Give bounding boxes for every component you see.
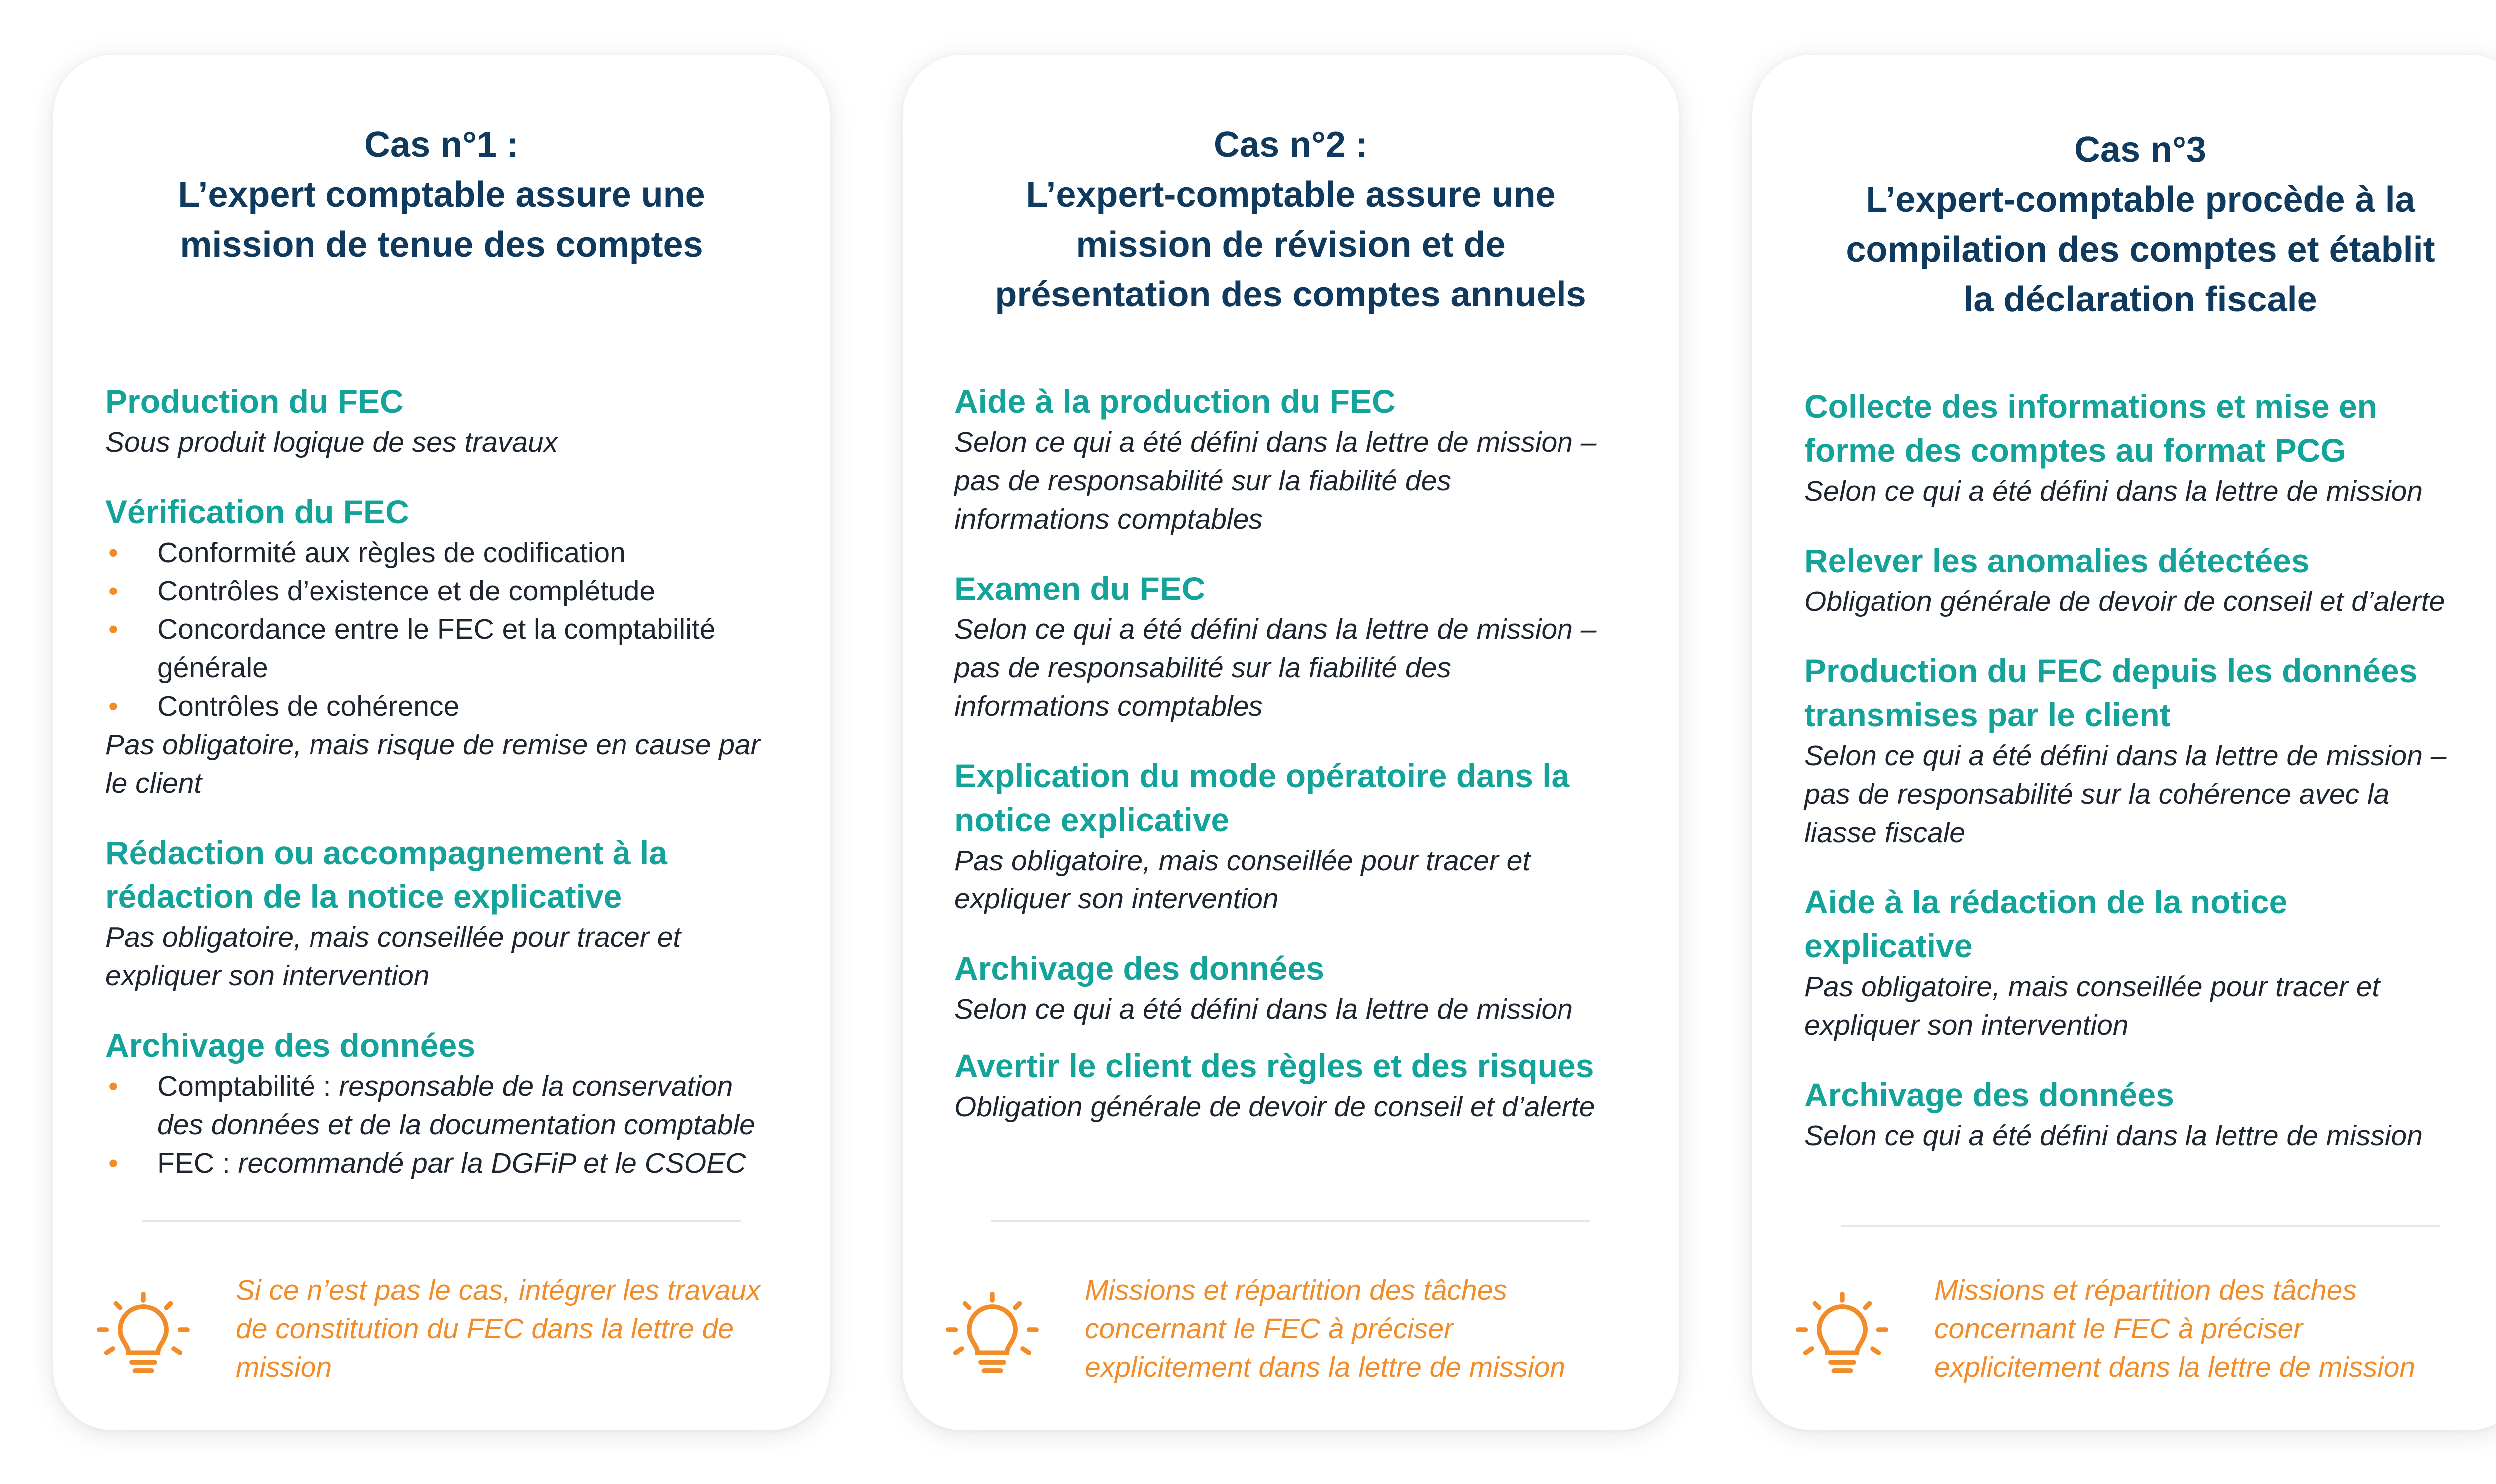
list-item-text — [157, 1067, 795, 1106]
section-title — [105, 379, 795, 423]
section-desc-line: Pas obligatoire, mais conseillée pour tracer et — [1804, 971, 2380, 1003]
section-desc — [954, 423, 1644, 539]
bullet-list — [105, 534, 795, 726]
section-desc-line: expliquer son intervention — [954, 883, 1279, 915]
tip-line: mission — [236, 1351, 332, 1383]
section-title — [1804, 1073, 2494, 1117]
section-desc — [1804, 472, 2494, 511]
section-title-line: Collecte des informations et mise en — [1804, 388, 2377, 425]
tip-line: concernant le FEC à préciser — [1085, 1313, 1454, 1345]
list-item-detail: responsable de la conservation — [339, 1070, 733, 1102]
card-header-line: L’expert comptable assure une — [178, 175, 705, 215]
section-avertir-client — [954, 1044, 1644, 1126]
card-header — [98, 120, 785, 270]
section-title-line: Aide à la rédaction de la notice — [1804, 884, 2288, 920]
tip-text — [1934, 1271, 2496, 1387]
section-mode-operatoire — [954, 754, 1644, 918]
tip-line: concernant le FEC à préciser — [1934, 1313, 2303, 1345]
section-production-fec — [1804, 649, 2494, 852]
section-desc-line: informations comptables — [954, 690, 1263, 722]
section-title-line: Production du FEC — [105, 383, 404, 420]
section-desc — [1804, 1117, 2494, 1155]
section-title-line: Vérification du FEC — [105, 493, 409, 530]
card-header-line: mission de tenue des comptes — [180, 225, 703, 265]
section-title — [954, 379, 1644, 423]
card-body — [105, 379, 795, 1219]
section-title — [105, 490, 795, 534]
section-desc-line: Pas obligatoire, mais risque de remise en cause par — [105, 729, 760, 761]
list-item — [105, 572, 795, 610]
section-desc-line: Obligation générale de devoir de conseil et d’alerte — [954, 1091, 1595, 1123]
case-card-1 — [53, 55, 830, 1430]
bullet-dot: • — [108, 575, 118, 607]
card-header-line: compilation des comptes et établit — [1846, 230, 2435, 270]
bullet-dot: • — [108, 613, 118, 645]
section-title-line: Archivage des données — [1804, 1076, 2174, 1113]
divider — [142, 1220, 741, 1222]
tip-line: Si ce n’est pas le cas, intégrer les travaux — [236, 1274, 761, 1306]
section-desc-line: Selon ce qui a été défini dans la lettre de mission – — [954, 613, 1597, 645]
section-examen-fec — [954, 567, 1644, 726]
divider — [1841, 1225, 2440, 1227]
section-title-line: forme des comptes au format PCG — [1804, 432, 2346, 469]
list-item-text: Concordance entre le FEC et la comptabilité — [157, 613, 716, 645]
bullet-dot: • — [108, 1147, 118, 1179]
section-desc — [954, 610, 1644, 726]
section-title-line: Rédaction ou accompagnement à la — [105, 834, 667, 871]
card-body — [954, 379, 1644, 1163]
tip-line: explicitement dans la lettre de mission — [1934, 1351, 2416, 1383]
section-desc-line: pas de responsabilité sur la fiabilité des — [954, 465, 1451, 497]
section-desc-line: Selon ce qui a été défini dans la lettre de mission — [954, 993, 1573, 1025]
card-body — [1804, 384, 2494, 1192]
section-title-line: rédaction de la notice explicative — [105, 878, 622, 915]
bullet-dot: • — [108, 1070, 118, 1102]
section-title — [954, 1044, 1644, 1088]
section-title — [105, 1023, 795, 1067]
list-item — [105, 610, 795, 687]
tip-text — [236, 1271, 800, 1387]
section-desc-line: Pas obligatoire, mais conseillée pour tracer et — [105, 921, 681, 953]
case-card-2 — [903, 55, 1679, 1430]
divider — [991, 1220, 1590, 1222]
tip-line: Missions et répartition des tâches — [1934, 1274, 2357, 1306]
tip-line: de constitution du FEC dans la lettre de — [236, 1313, 734, 1345]
section-desc-line: Selon ce qui a été défini dans la lettre de mission — [1804, 1120, 2423, 1152]
section-title — [1804, 539, 2494, 583]
card-header-line: Cas n°1 : — [364, 125, 519, 165]
section-desc — [954, 842, 1644, 918]
section-title-line: Explication du mode opératoire dans la — [954, 757, 1570, 794]
section-title — [954, 754, 1644, 842]
card-header-line: la déclaration fiscale — [1963, 280, 2317, 319]
section-desc-line: expliquer son intervention — [105, 960, 430, 992]
lightbulb-icon — [91, 1288, 196, 1393]
section-desc-line: expliquer son intervention — [1804, 1009, 2129, 1041]
bullet-list — [105, 1067, 795, 1183]
section-archivage — [954, 946, 1644, 1029]
list-item-text: générale — [157, 652, 268, 684]
section-title-line: Archivage des données — [105, 1027, 475, 1064]
section-desc — [1804, 737, 2494, 852]
section-collecte-informations — [1804, 384, 2494, 511]
section-archivage — [1804, 1073, 2494, 1155]
case-card-3 — [1752, 55, 2496, 1430]
list-item — [105, 534, 795, 572]
section-desc-line: Selon ce qui a été défini dans la lettre de mission – — [1804, 740, 2447, 772]
section-title — [1804, 880, 2494, 968]
card-header-line: Cas n°2 : — [1214, 125, 1368, 165]
bullet-dot: • — [108, 537, 118, 569]
section-desc-line: informations comptables — [954, 503, 1263, 535]
card-header-line: mission de révision et de — [1076, 225, 1506, 265]
section-title-line: transmises par le client — [1804, 696, 2171, 733]
section-archivage — [105, 1023, 795, 1183]
tip-line: explicitement dans la lettre de mission — [1085, 1351, 1566, 1383]
section-production-fec — [105, 379, 795, 462]
card-header-line: Cas n°3 — [2074, 130, 2206, 170]
section-desc-line: Sous produit logique de ses travaux — [105, 426, 558, 458]
section-title — [105, 831, 795, 918]
section-title-line: Relever les anomalies détectées — [1804, 542, 2310, 579]
lightbulb-icon — [1790, 1288, 1894, 1393]
section-notice-explicative — [105, 831, 795, 995]
section-desc — [1804, 583, 2494, 621]
section-desc-line: Selon ce qui a été défini dans la lettre de mission — [1804, 475, 2423, 507]
section-desc-line: le client — [105, 767, 202, 799]
section-title-line: Avertir le client des règles et des risques — [954, 1047, 1594, 1084]
section-relever-anomalies — [1804, 539, 2494, 621]
section-title-line: Examen du FEC — [954, 570, 1206, 607]
section-title-line: Production du FEC depuis les données — [1804, 652, 2418, 689]
section-desc — [954, 1088, 1644, 1126]
card-header-line: présentation des comptes annuels — [995, 275, 1586, 314]
section-desc-line: liasse fiscale — [1804, 817, 1966, 849]
section-desc-line: Selon ce qui a été défini dans la lettre de mission – — [954, 426, 1597, 458]
card-header-line: L’expert-comptable assure une — [1026, 175, 1556, 215]
list-item-detail: des données et de la documentation comptable — [157, 1109, 755, 1141]
section-title-line: Archivage des données — [954, 950, 1324, 987]
section-desc-line: Obligation générale de devoir de conseil et d’alerte — [1804, 586, 2445, 617]
card-header — [947, 120, 1634, 319]
section-title-line: notice explicative — [954, 801, 1230, 838]
list-item-label: FEC : — [157, 1147, 238, 1179]
list-item — [105, 1067, 795, 1144]
list-item — [105, 1144, 795, 1183]
tip-line: Missions et répartition des tâches — [1085, 1274, 1507, 1306]
section-desc — [105, 726, 795, 803]
section-title — [1804, 384, 2494, 472]
list-item-text: Contrôles de cohérence — [157, 690, 460, 722]
section-desc-line: pas de responsabilité sur la cohérence avec la — [1804, 778, 2390, 810]
section-verification-fec — [105, 490, 795, 803]
section-title-line: explicative — [1804, 927, 1973, 964]
section-desc-line: pas de responsabilité sur la fiabilité des — [954, 652, 1451, 684]
list-item-detail: recommandé par la DGFiP et le CSOEC — [238, 1147, 746, 1179]
list-item-label: Comptabilité : — [157, 1070, 339, 1102]
section-desc — [105, 918, 795, 995]
section-aide-production-fec — [954, 379, 1644, 539]
card-header — [1797, 125, 2484, 324]
section-title-line: Aide à la production du FEC — [954, 383, 1396, 420]
lightbulb-icon — [940, 1288, 1045, 1393]
list-item-text — [157, 1144, 795, 1183]
list-item-text: Contrôles d’existence et de complétude — [157, 575, 656, 607]
tip-text — [1085, 1271, 1649, 1387]
section-desc-line: Pas obligatoire, mais conseillée pour tracer et — [954, 845, 1531, 877]
section-desc — [1804, 968, 2494, 1045]
section-title — [954, 946, 1644, 990]
card-header-line: L’expert-comptable procède à la — [1866, 180, 2415, 220]
section-aide-notice — [1804, 880, 2494, 1045]
section-desc — [105, 423, 795, 462]
section-title — [1804, 649, 2494, 737]
list-item-text: Conformité aux règles de codification — [157, 537, 625, 569]
list-item — [105, 687, 795, 726]
bullet-dot: • — [108, 690, 118, 722]
section-desc — [954, 990, 1644, 1029]
section-title — [954, 567, 1644, 610]
